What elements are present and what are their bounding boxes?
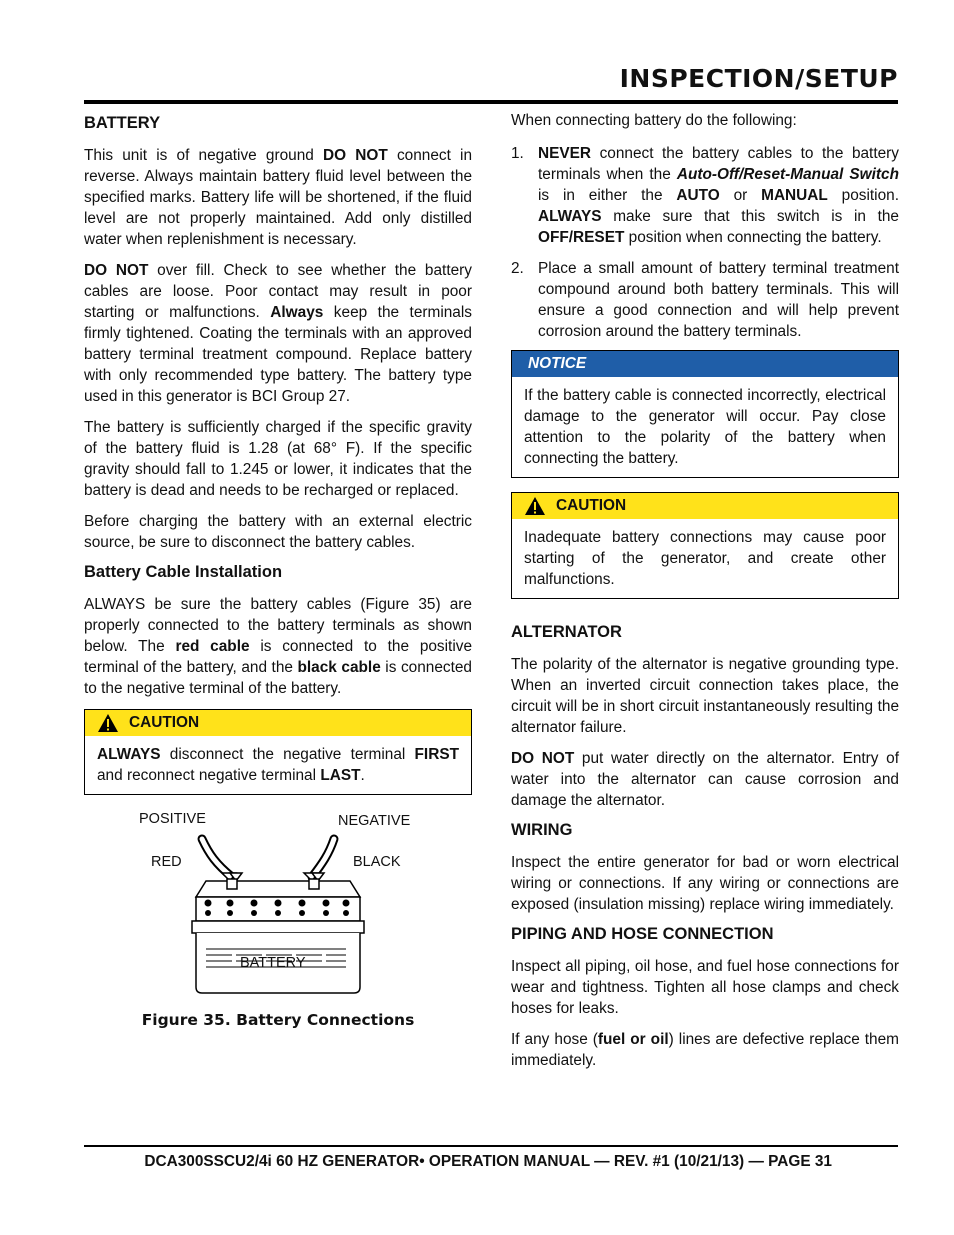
text-run: When connecting battery do the following: (511, 112, 797, 129)
battery-connections-figure (84, 809, 472, 1009)
cable-installation-heading: Battery Cable Installation (84, 563, 283, 581)
emphasis-text: red cable (175, 638, 250, 655)
text-run: Inadequate battery connections may cause poor starting of the generator, and create other malfunctions. (524, 529, 886, 588)
label-red: RED (151, 854, 182, 870)
text-run: Before charging the battery with an external electric source, be sure to disconnect the battery cables. (84, 513, 472, 551)
emphasis-text: black cable (297, 659, 381, 676)
footer-rule (84, 1145, 898, 1147)
caution-bar (85, 710, 471, 736)
text-run: over fill. Check to see whether the battery cables are loose. Poor contact may result in poor starting or malfunctions. (84, 262, 472, 321)
right-column (511, 110, 899, 1081)
text-run: is connected to the positive terminal of the battery, and the (84, 638, 472, 676)
battery-paragraph-1 (84, 145, 472, 250)
text-run: position. (827, 187, 899, 204)
battery-paragraph-2 (84, 260, 472, 407)
caution-bar (512, 493, 898, 519)
caution-body (85, 736, 471, 794)
emphasis-text: NEVER (538, 145, 592, 162)
wiring-paragraph (511, 852, 899, 915)
text-run: disconnect the negative terminal (160, 746, 415, 763)
text-run: Inspect the entire generator for bad or worn electrical wiring or connections. If any wiring or connections are exposed (insulation missing) replace wiring immediately. (511, 854, 899, 913)
text-run: The battery is sufficiently charged if the specific gravity of the battery fluid is 1.28 (at 68° F). If the specific gravity should fall to 1.245 or lower, it indicates that the battery is dead and needs to be recharged or replaced. (84, 419, 472, 499)
connection-steps (511, 143, 899, 342)
text-run: Inspect all piping, oil hose, and fuel hose connections for wear and tightness. Tighten all hose clamps and check hoses for leaks. (511, 958, 899, 1017)
text-run: ) lines are defective replace them immediately. (511, 1031, 900, 1069)
text-run: ALWAYS be sure the battery cables (Figure 35) are properly connected to the battery terminals as shown below. The (84, 596, 472, 655)
emphasis-text: Auto-Off/Reset-Manual Switch (676, 166, 900, 183)
cable-installation-paragraph (84, 594, 472, 699)
battery-diagram (84, 809, 472, 1009)
wiring-heading: WIRING (511, 821, 573, 839)
alternator-paragraph-1 (511, 654, 899, 738)
alternator-paragraph-2 (511, 748, 899, 811)
caution-box-left (84, 709, 472, 795)
emphasis-text: ALWAYS (97, 746, 161, 763)
connection-step-2: 2. Place a small amount of battery terminal treatment compound around both battery terminals. This will ensure a good connection and will help prevent corrosion around the battery terminals. (511, 260, 899, 340)
emphasis-text: DO NOT (511, 750, 575, 767)
text-run: position when connecting the battery. (624, 229, 882, 246)
battery-paragraph-4 (84, 511, 472, 553)
page-footer: DCA300SSCU2/4i 60 HZ GENERATOR• OPERATION MANUAL — REV. #1 (10/21/13) — PAGE 31 (144, 1153, 832, 1170)
connection-step-1: 1. NEVER connect the battery cables to the battery terminals when the Auto-Off/Reset-Manual Switch is in either the AUTO or MANUAL position. ALWAYS make sure that this switch is in the OFF/RESET position when connecting the battery. (511, 145, 900, 246)
text-run: . (360, 767, 365, 784)
caution-label: CAUTION (556, 497, 627, 514)
alternator-heading: ALTERNATOR (511, 623, 622, 641)
caution-box-right (511, 492, 899, 599)
text-run: keep the terminals firmly tightened. Coating the terminals with an approved battery terminal treatment compound. Replace battery with only recommended type battery. The battery type used in this generator is BCI Group 27. (84, 304, 472, 405)
emphasis-text: LAST (320, 767, 361, 784)
text-run: This unit is of negative ground (84, 147, 324, 164)
emphasis-text: AUTO (676, 187, 720, 204)
caution-body (512, 519, 898, 598)
piping-paragraph-1 (511, 956, 899, 1019)
notice-bar (512, 351, 898, 377)
warning-triangle-icon (97, 713, 119, 733)
battery-heading: BATTERY (84, 114, 161, 132)
emphasis-text: fuel or oil (597, 1031, 669, 1048)
text-run: put water directly on the alternator. Entry of water into the alternator can cause corrosion and damage the alternator. (511, 750, 899, 809)
caution-label: CAUTION (129, 714, 200, 731)
label-black: BLACK (353, 854, 401, 870)
page-title: INSPECTION/SETUP (619, 64, 898, 93)
label-positive: POSITIVE (139, 811, 206, 827)
text-run: The polarity of the alternator is negative grounding type. When an inverted circuit connection takes place, the circuit will be in short circuit instantaneously resulting the alternator failure. (511, 656, 899, 736)
text-run: or (719, 187, 762, 204)
notice-box (511, 350, 899, 478)
emphasis-text: OFF/RESET (538, 229, 625, 246)
text-run: If the battery cable is connected incorrectly, electrical damage to the generator will occur. Pay close attention to the polarity of the battery when connecting the battery. (524, 387, 886, 467)
text-run: is connected to the negative terminal of the battery. (84, 659, 472, 697)
connection-intro (511, 110, 899, 131)
emphasis-text: ALWAYS (538, 208, 602, 225)
battery-paragraph-3 (84, 417, 472, 501)
text-run: connect the battery cables to the battery terminals when the (538, 145, 899, 183)
piping-heading: PIPING AND HOSE CONNECTION (511, 925, 774, 943)
notice-body (512, 377, 898, 477)
text-run: If any hose ( (511, 1031, 598, 1048)
text-run: and reconnect negative terminal (97, 767, 321, 784)
header-rule (84, 100, 898, 104)
text-run: Place a small amount of battery terminal treatment compound around both battery terminals. This will ensure a good connection and will help prevent corrosion around the battery terminals. (538, 260, 899, 340)
label-battery: BATTERY (240, 955, 306, 971)
page-header (84, 64, 898, 93)
emphasis-text: FIRST (414, 746, 459, 763)
figure-caption: Figure 35. Battery Connections (141, 1011, 415, 1029)
emphasis-text: DO NOT (84, 262, 149, 279)
emphasis-text: DO NOT (323, 147, 388, 164)
warning-triangle-icon (524, 496, 546, 516)
text-run: make sure that this switch is in the (601, 208, 899, 225)
emphasis-text: Always (270, 304, 324, 321)
emphasis-text: MANUAL (761, 187, 828, 204)
notice-label: NOTICE (528, 355, 587, 372)
label-negative: NEGATIVE (338, 813, 411, 829)
left-column (84, 110, 472, 1029)
text-run: connect in reverse. Always maintain battery fluid level between the specified marks. Battery life will be shortened, if the fluid level are not properly maintained. Add only distilled water when replenishment is necessary. (84, 147, 473, 248)
text-run: is in either the (538, 187, 677, 204)
piping-paragraph-2 (511, 1029, 899, 1071)
